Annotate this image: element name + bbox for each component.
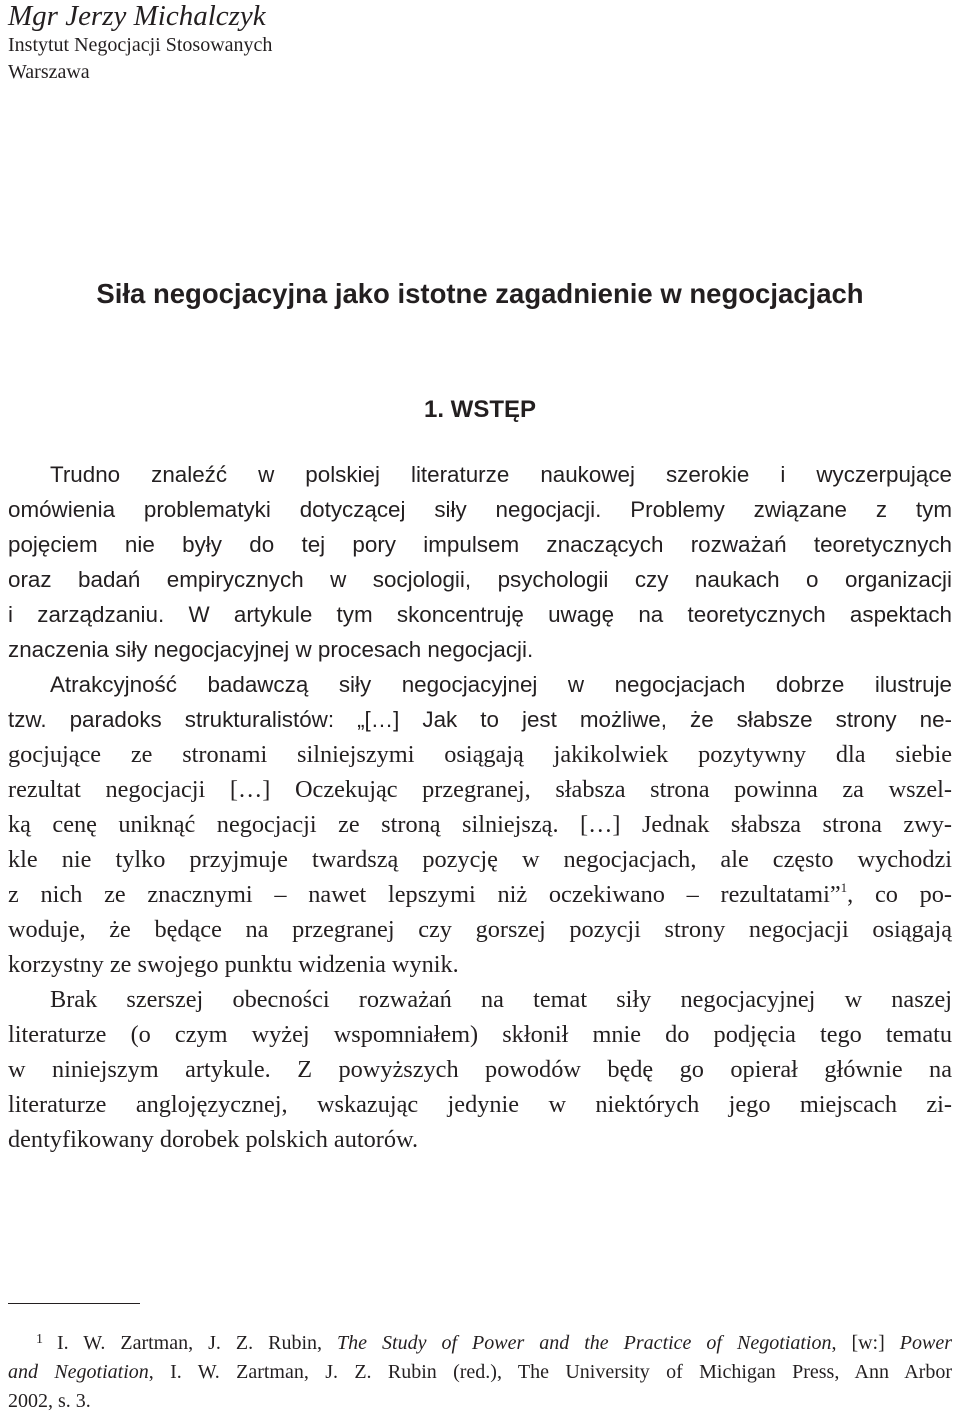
footnote-reference[interactable]: 1 <box>840 880 848 895</box>
paragraph-line: Brak szerszej obecności rozważań na temat siły negocjacyjnej w naszej <box>50 986 952 1013</box>
footnote-number: 1 <box>36 1332 43 1347</box>
author-institute: Instytut Negocjacji Stosowanych <box>8 34 273 56</box>
footnote-line <box>8 1325 952 1358</box>
paragraph-2 <box>8 667 952 982</box>
paragraph-line: omówienia problematyki dotyczącej siły negocjacji. Problemy związane z tym <box>8 497 952 522</box>
paragraph-line: rezultat negocjacji […] Oczekując przegranej, słabsza strona powinna za wszel- <box>8 776 952 803</box>
paragraph-line: oraz badań empirycznych w socjologii, psychologii czy naukach o organizacji <box>8 567 952 592</box>
article-body <box>8 457 952 1157</box>
paragraph-1 <box>8 457 952 667</box>
footnote <box>8 1325 952 1416</box>
footnote-book-title-2: and Negotiation <box>8 1361 149 1383</box>
footnote-work-title: The Study of Power and the Practice of Negotiation <box>337 1332 832 1354</box>
paragraph-line: kle nie tylko przyjmuje twardszą pozycję w negocjacjach, ale często wychodzi <box>8 846 952 873</box>
footnote-separator <box>8 1303 140 1304</box>
paragraph-line: pojęciem nie były do tej pory impulsem znaczących rozważań teoretycznych <box>8 532 952 557</box>
paragraph-line: Atrakcyjność badawczą siły negocjacyjnej w negocjacjach dobrze ilustruje <box>50 672 952 697</box>
paragraph-line: tzw. paradoks strukturalistów: „[…] Jak to jest możliwe, że słabsze strony ne- <box>8 707 952 732</box>
paragraph-line: gocjujące ze stronami silniejszymi osiągają jakikolwiek pozytywny dla siebie <box>8 741 952 768</box>
footnote-line <box>8 1358 952 1387</box>
paragraph-line: literaturze anglojęzycznej, wskazując jedynie w niektórych jego miejscach zi- <box>8 1091 952 1118</box>
paragraph-line: literaturze (o czym wyżej wspomniałem) skłonił mnie do podjęcia tego tematu <box>8 1021 952 1048</box>
author-block <box>8 0 608 86</box>
section-heading: 1. WSTĘP <box>423 396 537 423</box>
footnote-in: , [w:] <box>831 1332 900 1354</box>
paragraph-line: Trudno znaleźć w polskiej literaturze naukowej szerokie i wyczerpujące <box>50 462 952 487</box>
paragraph-line: korzystny ze swojego punktu widzenia wynik. <box>8 951 459 978</box>
article-title: Siła negocjacyjna jako istotne zagadnienie w negocjacjach <box>96 278 864 309</box>
quote-end-text: z nich ze znacznymi – nawet lepszymi niż oczekiwano – rezultatami” <box>8 881 841 908</box>
paragraph-line: znaczenia siły negocjacyjnej w procesach negocjacji. <box>8 637 534 662</box>
footnote-authors: I. W. Zartman, J. Z. Rubin, <box>57 1332 338 1354</box>
footnote-book-title-1: Power <box>899 1332 953 1354</box>
paragraph-line: i zarządzaniu. W artykule tym skoncentruję uwagę na teoretycznych aspektach <box>8 602 952 627</box>
paragraph-line: dentyfikowany dorobek polskich autorów. <box>8 1126 419 1153</box>
quote-continuation: , co po- <box>847 881 952 908</box>
paragraph-3 <box>8 982 952 1157</box>
author-city: Warszawa <box>8 61 90 83</box>
author-name: Mgr Jerzy Michalczyk <box>8 0 266 32</box>
paragraph-line <box>8 877 952 912</box>
footnote-publisher: , I. W. Zartman, J. Z. Rubin (red.), The University of Michigan Press, Ann Arbor <box>148 1361 952 1383</box>
paragraph-line: w niniejszym artykule. Z powyższych powodów będę go opierał głównie na <box>8 1056 952 1083</box>
paragraph-line: woduje, że będące na przegranej czy gorszej pozycji strony negocjacji osiągają <box>8 916 952 943</box>
paragraph-line: ką cenę uniknąć negocjacji ze stroną silniejszą. […] Jednak słabsza strona zwy- <box>8 811 952 838</box>
footnote-line: 2002, s. 3. <box>8 1390 91 1412</box>
